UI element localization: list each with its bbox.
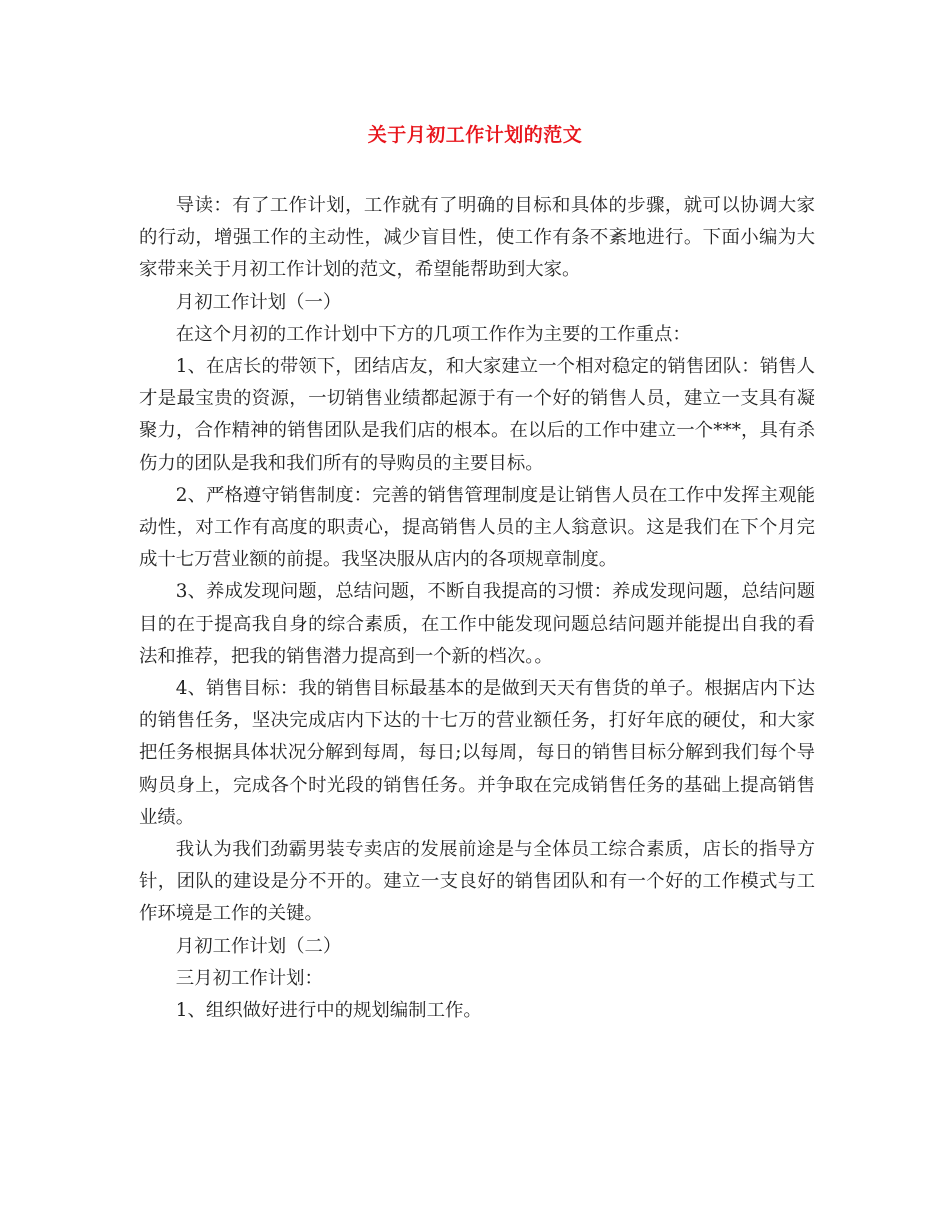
paragraph-intro: 导读：有了工作计划，工作就有了明确的目标和具体的步骤，就可以协调大家的行动，增强工作的主动性，减少盲目性，使工作有条不紊地进行。下面小编为大家带来关于月初工作计划的范文，希望能帮助到大家。 xyxy=(139,195,815,281)
document-body xyxy=(139,190,815,1027)
section-heading-2: 月初工作计划（二） xyxy=(175,935,342,957)
paragraph: 在这个月初的工作计划中下方的几项工作作为主要的工作重点： xyxy=(175,323,691,345)
paragraph: 我认为我们劲霸男装专卖店的发展前途是与全体员工综合素质，店长的指导方针，团队的建设是分不开的。建立一支良好的销售团队和有一个好的工作模式与工作环境是工作的关键。 xyxy=(139,839,815,925)
paragraph: 三月初工作计划： xyxy=(175,967,323,989)
list-item: 1、组织做好进行中的规划编制工作。 xyxy=(175,1000,482,1022)
list-item: 4、销售目标：我的销售目标最基本的是做到天天有售货的单子。根据店内下达的销售任务，坚决完成店内下达的十七万的营业额任务，打好年底的硬仗，和大家把任务根据具体状况分解到每周，每日;以每周，每日的销售目标分解到我们每个导购员身上，完成各个时光段的销售任务。并争取在完成销售任务的基础上提高销售业绩。 xyxy=(139,678,815,828)
section-heading-1: 月初工作计划（一） xyxy=(175,291,342,313)
document-title: 关于月初工作计划的范文 xyxy=(367,124,583,146)
list-item: 3、养成发现问题，总结问题，不断自我提高的习惯：养成发现问题，总结问题目的在于提高我自身的综合素质，在工作中能发现问题总结问题并能提出自我的看法和推荐，把我的销售潜力提高到一个新的档次。。 xyxy=(139,581,815,667)
list-item: 2、严格遵守销售制度：完善的销售管理制度是让销售人员在工作中发挥主观能动性，对工作有高度的职责心，提高销售人员的主人翁意识。这是我们在下个月完成十七万营业额的前提。我坚决服从店内的各项规章制度。 xyxy=(139,484,815,571)
list-item: 1、在店长的带领下，团结店友，和大家建立一个相对稳定的销售团队：销售人才是最宝贵的资源，一切销售业绩都起源于有一个好的销售人员，建立一支具有凝聚力，合作精神的销售团队是我们店的根本。在以后的工作中建立一个***，具有杀伤力的团队是我和我们所有的导购员的主要目标。 xyxy=(139,356,815,474)
